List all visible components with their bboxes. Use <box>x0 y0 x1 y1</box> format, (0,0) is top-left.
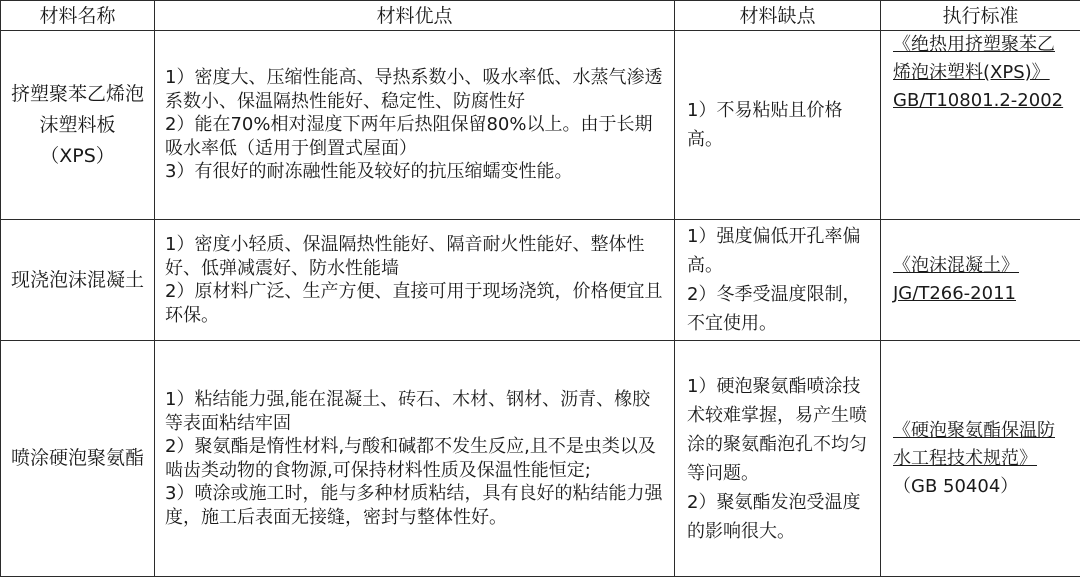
table-row <box>1 31 1080 220</box>
advantage-item: 1）粘结能力强,能在混凝土、砖石、木材、钢材、沥青、橡胶等表面粘结牢固 <box>165 388 666 435</box>
standard-code: （GB 50404） <box>893 473 1072 501</box>
advantage-item: 3）喷涂或施工时，能与多种材质粘结，具有良好的粘结能力强度，施工后表面无接缝，密封与整体性好。 <box>165 482 666 529</box>
advantages-cell <box>155 220 675 341</box>
disadvantage-item: 1）强度偏低开孔率偏高。 <box>687 222 872 280</box>
table-row <box>1 341 1080 577</box>
header-row <box>1 1 1080 31</box>
standard-title: 《绝热用挤塑聚苯乙烯泡沫塑料(XPS)》 <box>893 31 1072 87</box>
standard-code: GB/T10801.2-2002 <box>893 87 1072 115</box>
material-name: 喷涂硬泡聚氨酯 <box>1 341 155 577</box>
standard-cell <box>881 341 1080 577</box>
advantage-item: 2）能在70%相对湿度下两年后热阻保留80%以上。由于长期吸水率低（适用于倒置式屋面） <box>165 113 666 160</box>
header-disadvantages: 材料缺点 <box>675 1 881 31</box>
standard-title: 《硬泡聚氨酯保温防水工程技术规范》 <box>893 417 1072 473</box>
disadvantages-cell <box>675 220 881 341</box>
disadvantages-cell <box>675 31 881 220</box>
standard-title: 《泡沫混凝土》 <box>893 252 1072 280</box>
advantage-item: 1）密度大、压缩性能高、导热系数小、吸水率低、水蒸气渗透系数小、保温隔热性能好、稳定性、防腐性好 <box>165 66 666 113</box>
disadvantages-cell <box>675 341 881 577</box>
material-name: 挤塑聚苯乙烯泡沫塑料板（XPS） <box>1 31 155 220</box>
advantage-item: 2）原材料广泛、生产方便、直接可用于现场浇筑，价格便宜且环保。 <box>165 280 666 327</box>
standard-cell <box>881 220 1080 341</box>
disadvantage-item: 2）冬季受温度限制，不宜使用。 <box>687 280 872 338</box>
standard-code: JG/T266-2011 <box>893 280 1072 308</box>
advantage-item: 2）聚氨酯是惰性材料,与酸和碱都不发生反应,且不是虫类以及啮齿类动物的食物源,可保持材料性质及保温性能恒定; <box>165 435 666 482</box>
advantage-item: 3）有很好的耐冻融性能及较好的抗压缩蠕变性能。 <box>165 160 666 184</box>
advantage-item: 1）密度小轻质、保温隔热性能好、隔音耐火性能好、整体性好、低弹减震好、防水性能墙 <box>165 233 666 280</box>
advantages-cell <box>155 341 675 577</box>
disadvantage-item: 1）硬泡聚氨酯喷涂技术较难掌握，易产生喷涂的聚氨酯泡孔不均匀等问题。 <box>687 372 872 488</box>
disadvantage-item: 1）不易粘贴且价格高。 <box>687 96 872 154</box>
header-material-name: 材料名称 <box>1 1 155 31</box>
material-name: 现浇泡沫混凝土 <box>1 220 155 341</box>
standard-cell <box>881 31 1080 220</box>
header-advantages: 材料优点 <box>155 1 675 31</box>
disadvantage-item: 2）聚氨酯发泡受温度的影响很大。 <box>687 488 872 546</box>
table-row <box>1 220 1080 341</box>
advantages-cell <box>155 31 675 220</box>
header-standard: 执行标准 <box>881 1 1080 31</box>
